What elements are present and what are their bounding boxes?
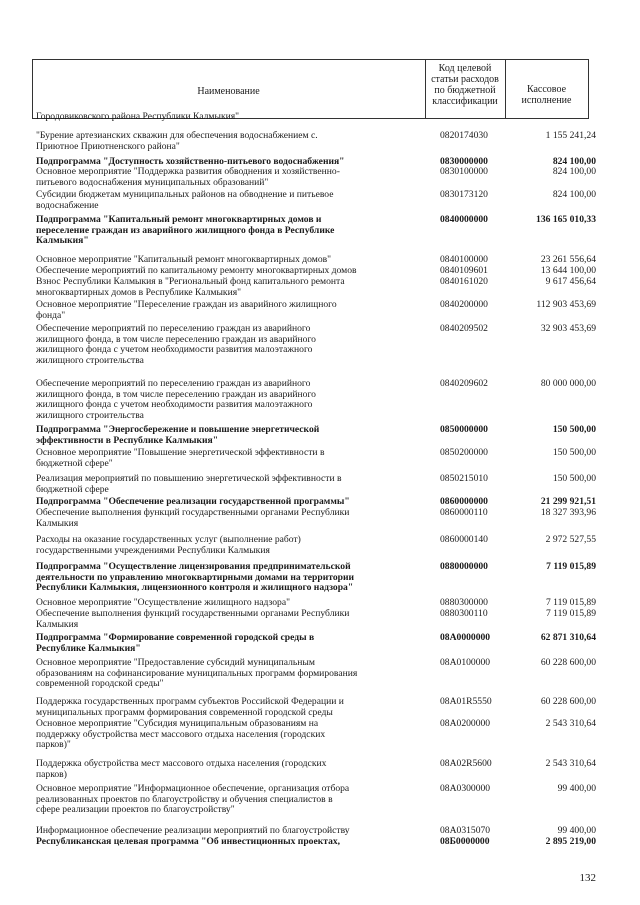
row-code: 0840000000 — [440, 214, 488, 225]
row-code: 0840200000 — [440, 299, 488, 310]
row-name-line: жилищного фонда, в том числе переселению граждан из аварийного — [36, 388, 316, 400]
row-name-line: парков) — [36, 768, 67, 780]
row-name-line: Основное мероприятие "Поддержка развития обводнения и хозяйственно- — [36, 166, 340, 177]
row-amount: 7 119 015,89 — [545, 608, 596, 619]
row-amount: 60 228 600,00 — [540, 696, 596, 707]
row-amount: 21 299 921,51 — [540, 496, 596, 507]
row-name-line: Республиканская целевая программа "Об инвестиционных проектах, — [36, 836, 341, 847]
row-code: 08A01R5550 — [440, 696, 492, 707]
row-name-line: Калмыкия" — [36, 235, 89, 247]
row-name-line: "Бурение артезианских скважин для обеспечения водоснабжением с. — [36, 130, 318, 141]
row-code: 08A02R5600 — [440, 758, 492, 769]
row-code: 0840109601 — [440, 265, 488, 276]
row-name-line: переселение граждан из аварийного жилищного фонда в Республике — [36, 224, 335, 236]
row-code: 0860000140 — [440, 534, 488, 545]
row-name-line: Обеспечение мероприятий по переселению граждан из аварийного — [36, 378, 311, 389]
row-name-line: образованиям на софинансирование муниципальных программ формирования — [36, 667, 358, 679]
row-amount: 7 119 015,89 — [546, 561, 596, 572]
header-code — [425, 63, 505, 107]
row-name-line: Обеспечение мероприятий по переселению граждан из аварийного — [36, 323, 311, 334]
header-code-line: статьи расходов — [431, 74, 499, 85]
row-name-line: Основное мероприятие "Информационное обеспечение, организация отбора — [36, 783, 350, 794]
header-amount-line: исполнение — [521, 95, 572, 106]
row-amount: 824 100,00 — [552, 189, 596, 200]
row-name-line: Городовиковского района Республики Калмыкия" — [36, 111, 240, 122]
page-number: 132 — [579, 872, 596, 884]
row-code: 08A0200000 — [440, 718, 491, 729]
row-name-line: государственными учреждениями Республики Калмыкия — [36, 544, 270, 556]
row-amount: 150 500,00 — [552, 424, 596, 435]
row-name-line: Основное мероприятие "Повышение энергетической эффективности в — [36, 447, 325, 458]
row-name-line: муниципальных программ формирования современной городской среды — [36, 706, 333, 718]
row-amount: 99 400,00 — [557, 825, 596, 836]
row-name-line: бюджетной сфере" — [36, 457, 113, 469]
row-code: 0840100000 — [440, 254, 488, 265]
row-name-line: Основное мероприятие "Предоставление субсидий муниципальным — [36, 657, 315, 668]
row-code: 0830000000 — [440, 156, 488, 167]
row-code: 08A0300000 — [440, 783, 491, 794]
row-name-line: жилищного фонда, в том числе переселению граждан из аварийного — [36, 333, 316, 345]
row-code: 0880300110 — [440, 608, 488, 619]
row-amount: 2 543 310,64 — [545, 718, 596, 729]
row-amount: 99 400,00 — [557, 783, 596, 794]
header-name: Наименование — [197, 86, 260, 97]
row-name — [36, 112, 408, 123]
row-name-line: поддержку обустройства мест массового отдыха населения (городских — [36, 728, 326, 740]
row-code: 0840209602 — [440, 378, 488, 389]
row-amount: 13 644 100,00 — [540, 265, 596, 276]
row-name-line: реализованных проектов по благоустройству и обучения специалистов в — [36, 793, 333, 805]
row-name-line: сфере реализации проектов по благоустройству" — [36, 804, 235, 816]
row-name-line: жилищного строительства — [36, 354, 144, 366]
row-amount: 2 543 310,64 — [545, 758, 596, 769]
row-amount: 824 100,00 — [552, 156, 596, 167]
row-name-line: Подпрограмма "Формирование современной городской среды в — [36, 632, 315, 643]
row-code: 0880000000 — [440, 561, 488, 572]
row-name-line: жилищного фонда с учетом необходимости развития малоэтажного — [36, 399, 313, 411]
row-code: 0840161020 — [440, 276, 488, 287]
row-code: 08Б0000000 — [440, 836, 490, 847]
row-name-line: Республики Калмыкия, лицензионного контроля и жилищного надзора" — [36, 582, 354, 594]
row-name-line: Взнос Республики Калмыкия в "Региональный фонд капитального ремонта — [36, 276, 345, 287]
row-name-line: Подпрограмма "Осуществление лицензирования предпринимательской — [36, 561, 351, 572]
row-name-line: Подпрограмма "Энергосбережение и повышение энергетической — [36, 424, 320, 435]
row-name-line: Калмыкия — [36, 618, 79, 630]
row-code: 0880300000 — [440, 597, 488, 608]
row-amount: 136 165 010,33 — [536, 214, 596, 225]
row-name-line: Обеспечение выполнения функций государственными органами Республики — [36, 507, 350, 518]
row-amount: 150 500,00 — [552, 473, 596, 484]
row-name-line: Основное мероприятие "Переселение граждан из аварийного жилищного — [36, 299, 337, 310]
row-amount: 18 327 393,96 — [540, 507, 596, 518]
row-name-line: жилищного фонда с учетом необходимости развития малоэтажного — [36, 344, 313, 356]
row-code: 0850200000 — [440, 447, 488, 458]
row-name-line: парков)" — [36, 739, 71, 751]
row-name-line: фонда" — [36, 309, 66, 321]
row-amount: 7 119 015,89 — [545, 597, 596, 608]
table-border-right — [588, 59, 589, 119]
row-amount: 2 972 527,55 — [545, 534, 596, 545]
row-amount: 32 903 453,69 — [540, 323, 596, 334]
row-amount: 112 903 453,69 — [536, 299, 596, 310]
row-code: 08A0315070 — [440, 825, 491, 836]
row-name-line: Подпрограмма "Обеспечение реализации государственной программы" — [36, 496, 350, 507]
row-amount: 80 000 000,00 — [540, 378, 596, 389]
row-name-line: жилищного строительства — [36, 409, 144, 421]
row-amount: 9 617 456,64 — [545, 276, 596, 287]
row-code: 0830173120 — [440, 189, 488, 200]
row-code: 0860000000 — [440, 496, 488, 507]
row-name-line: водоснабжение — [36, 199, 99, 211]
row-code: 0820174030 — [440, 130, 488, 141]
row-name-line: Обеспечение выполнения функций государственными органами Республики — [36, 608, 350, 619]
row-name-line: Подпрограмма "Капитальный ремонт многоквартирных домов и — [36, 214, 322, 225]
row-name-line: Республике Калмыкия" — [36, 642, 141, 654]
row-code: 0860000110 — [440, 507, 488, 518]
row-name-line: Обеспечение мероприятий по капитальному ремонту многоквартирных домов — [36, 265, 357, 276]
row-name-line: Субсидии бюджетам муниципальных районов на обводнение и питьевое — [36, 189, 334, 200]
row-name-line: деятельности по управлению многоквартирными домами на территории — [36, 571, 355, 583]
header-code-line: классификации — [432, 96, 498, 107]
row-code: 0850215010 — [440, 473, 488, 484]
row-amount: 60 228 600,00 — [540, 657, 596, 668]
row-amount: 2 895 219,00 — [545, 836, 596, 847]
row-code: 0840209502 — [440, 323, 488, 334]
row-name-line: бюджетной сфере — [36, 483, 109, 495]
row-name-line: Калмыкия — [36, 517, 79, 529]
row-amount: 23 261 556,64 — [540, 254, 596, 265]
row-name-line: Приютное Приютненского района" — [36, 140, 180, 152]
row-code: 0830100000 — [440, 166, 488, 177]
row-code: 0850000000 — [440, 424, 488, 435]
row-name-line: Основное мероприятие "Осуществление жилищного надзора" — [36, 597, 291, 608]
row-name-line: Подпрограмма "Доступность хозяйственно-питьевого водоснабжения" — [36, 156, 345, 167]
row-name-line: Реализация мероприятий по повышению энергетической эффективности в — [36, 473, 342, 484]
row-amount: 62 871 310,64 — [540, 632, 596, 643]
row-name-line: Расходы на оказание государственных услуг (выполнение работ) — [36, 534, 301, 545]
row-name-line: Поддержка обустройства мест массового отдыха населения (городских — [36, 758, 327, 769]
header-amount — [505, 84, 588, 106]
row-amount: 1 155 241,24 — [545, 130, 596, 141]
header-code-line: Код целевой — [438, 63, 492, 74]
header-code-line: по бюджетной — [434, 85, 496, 96]
row-name-line: Основное мероприятие "Капитальный ремонт многоквартирных домов" — [36, 254, 332, 265]
row-code: 08A0000000 — [440, 632, 491, 643]
row-code: 08A0100000 — [440, 657, 491, 668]
row-name-line: Информационное обеспечение реализации мероприятий по благоустройству — [36, 825, 350, 836]
header-amount-line: Кассовое — [526, 84, 567, 95]
row-name-line: питьевого водоснабжения муниципальных образований" — [36, 176, 269, 188]
row-name-line: многоквартирных домов в Республике Калмыкия" — [36, 286, 242, 298]
row-name-line: эффективности в Республике Калмыкия" — [36, 434, 219, 446]
row-amount: 824 100,00 — [552, 166, 596, 177]
row-name-line: современной городской среды" — [36, 678, 164, 690]
row-name-line: Поддержка государственных программ субъектов Российской Федерации и — [36, 696, 344, 707]
row-name-line: Основное мероприятие "Субсидия муниципальным образованиям на — [36, 718, 319, 729]
row-amount: 150 500,00 — [552, 447, 596, 458]
